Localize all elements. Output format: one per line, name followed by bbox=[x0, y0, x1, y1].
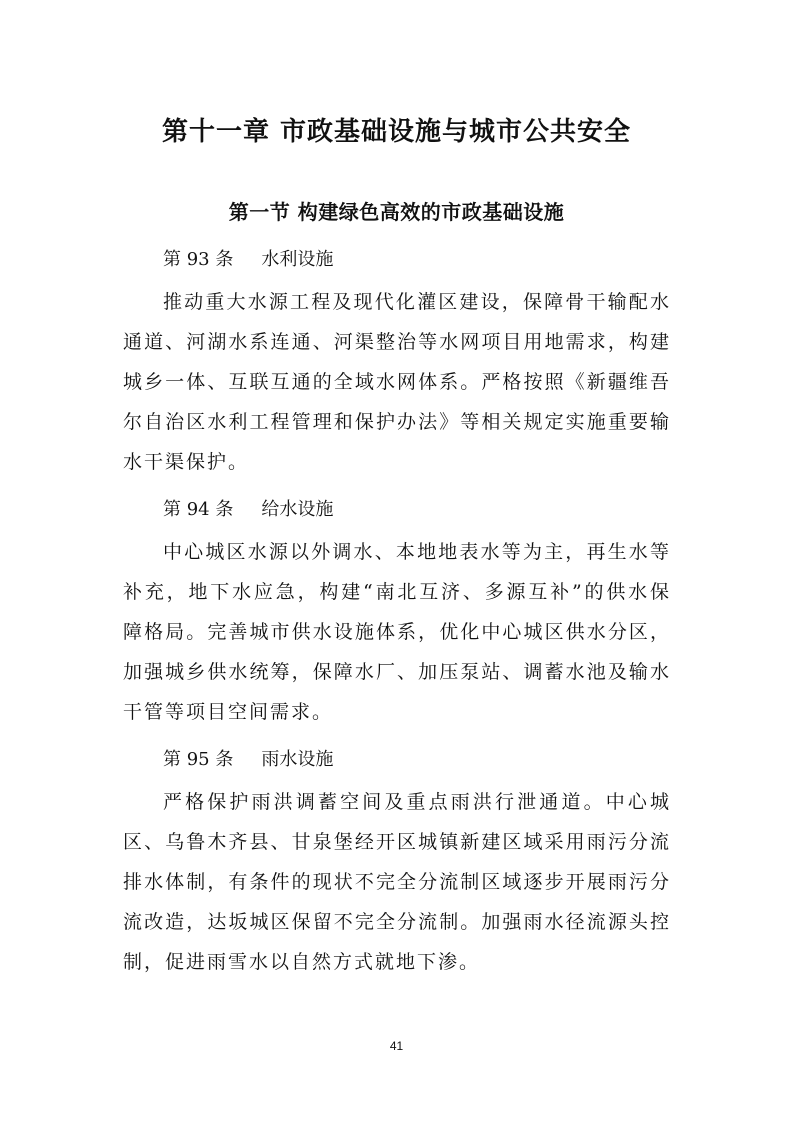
chapter-title: 第十一章 市政基础设施与城市公共安全 bbox=[161, 117, 632, 147]
article-title: 雨水设施 bbox=[261, 749, 334, 770]
article-number: 第 95 条 bbox=[163, 749, 234, 770]
article-93-body: 推动重大水源工程及现代化灌区建设，保障骨干输配水通道、河湖水系连通、河渠整治等水网项目用地需求，构建城乡一体、互联互通的全域水网体系。严格按照《新疆维吾尔自治区水利工程管理和保护办法》等相关规定实施重要输水干渠保护。 bbox=[123, 291, 671, 473]
article-title: 水利设施 bbox=[261, 249, 334, 270]
article-number: 第 94 条 bbox=[163, 499, 234, 520]
article-94-body: 中心城区水源以外调水、本地地表水等为主，再生水等补充，地下水应急，构建“南北互济、多源互补”的供水保障格局。完善城市供水设施体系，优化中心城区供水分区，加强城乡供水统筹，保障水厂、加压泵站、调蓄水池及输水干管等项目空间需求。 bbox=[123, 541, 671, 723]
section-title: 第一节 构建绿色高效的市政基础设施 bbox=[228, 200, 565, 224]
article-95-heading bbox=[163, 746, 333, 774]
page-number: 41 bbox=[389, 1039, 404, 1053]
article-95-body: 严格保护雨洪调蓄空间及重点雨洪行泄通道。中心城区、乌鲁木齐县、甘泉堡经开区城镇新建区域采用雨污分流排水体制，有条件的现状不完全分流制区域逐步开展雨污分流改造，达坂城区保留不完全分流制。加强雨水径流源头控制，促进雨雪水以自然方式就地下渗。 bbox=[123, 791, 671, 973]
article-94-heading bbox=[163, 496, 333, 524]
article-title: 给水设施 bbox=[261, 499, 334, 520]
article-93-heading bbox=[163, 246, 333, 274]
article-number: 第 93 条 bbox=[163, 249, 234, 270]
